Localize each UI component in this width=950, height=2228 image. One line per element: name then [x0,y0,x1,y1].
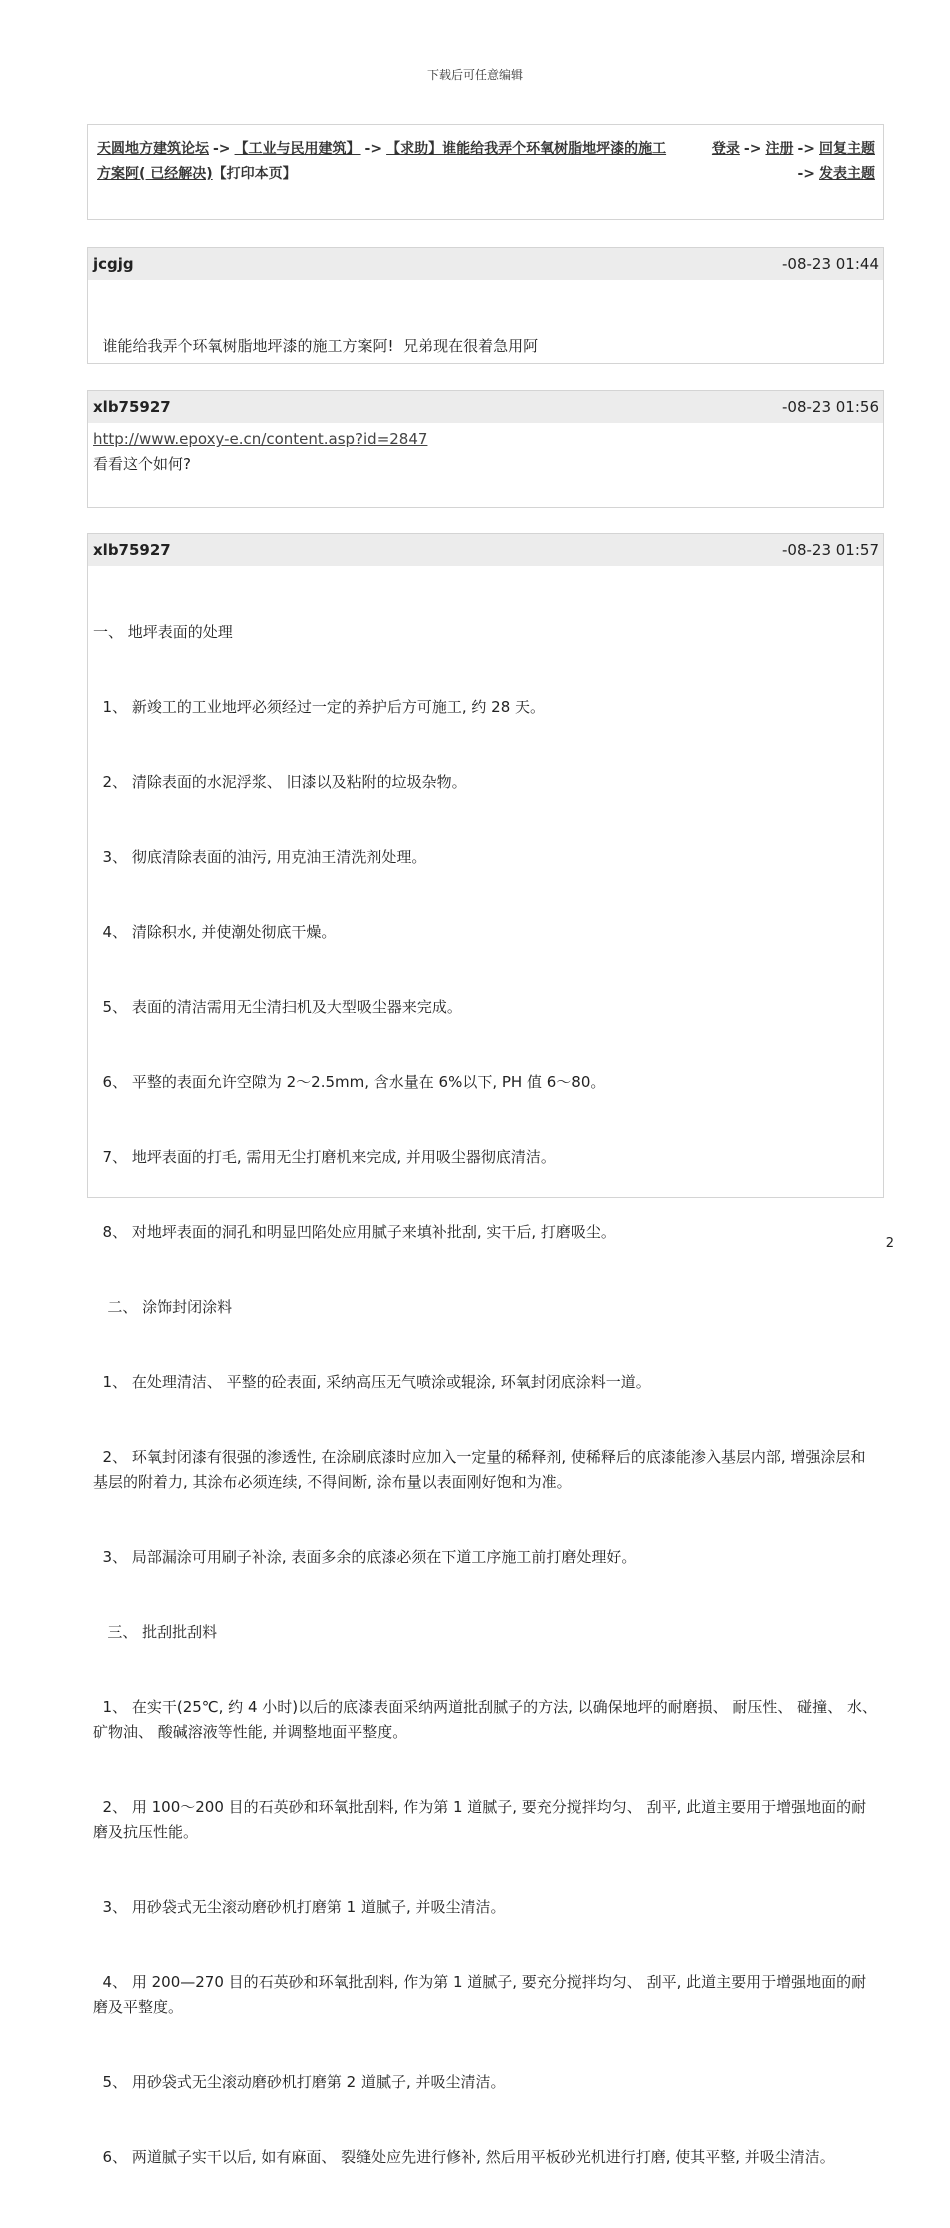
action-arrow: -> [797,166,815,182]
post-line: 看看这个如何? [93,455,191,473]
post-line: 1、 在实干(25℃, 约 4 小时)以后的底漆表面采纳两道批刮腻子的方法, 以确保地坪的耐磨损、 耐压性、 碰撞、 水、 矿物油、 酸碱溶液等性能, 并调整地面平整度。 [93,1698,882,1741]
login-link[interactable]: 登录 [711,141,740,157]
post-content [88,423,883,485]
post-line: 4、 清除积水, 并使潮处彻底干燥。 [93,923,337,941]
reply-topic-link[interactable]: 回复主题 [819,141,875,157]
section-heading: 三、 批刮批刮料 [93,1623,218,1641]
post-time: -08-23 01:57 [782,541,879,559]
post-line: 6、 两道腻子实干以后, 如有麻面、 裂缝处应先进行修补, 然后用平板砂光机进行打磨, 使其平整, 并吸尘清洁。 [93,2148,835,2166]
post-3 [87,533,884,2166]
post-content [88,566,883,2228]
action-arrow: -> [797,141,815,157]
post-author: xlb75927 [93,541,171,559]
breadcrumb-arrow: -> [364,141,383,157]
post-1 [87,247,884,364]
action-arrow: -> [743,141,762,157]
post-header [88,391,883,423]
post-line: 5、 表面的清洁需用无尘清扫机及大型吸尘器来完成。 [93,998,462,1016]
topic-header [87,124,884,220]
page-number: 2 [885,1236,894,1251]
breadcrumb-board-link[interactable]: 【工业与民用建筑】 [234,141,361,157]
section-heading: 一、 地坪表面的处理 [93,623,233,641]
breadcrumb-topic-link[interactable]: 【求助】谁能给我弄个环氧树脂地坪漆的施工方案阿( 已经解决) [97,141,667,182]
post-time: -08-23 01:56 [782,398,879,416]
post-header [88,248,883,280]
breadcrumb [97,137,667,187]
post-line: 2、 环氧封闭漆有很强的渗透性, 在涂刷底漆时应加入一定量的稀释剂, 使稀释后的底漆能渗入基层内部, 增强涂层和基层的附着力, 其涂布必须连续, 不得间断, 涂布量以表面刚好饱和为准。 [93,1448,866,1491]
breadcrumb-forum-link[interactable]: 天圆地方建筑论坛 [97,141,209,157]
post-line: 5、 用砂袋式无尘滚动磨砂机打磨第 2 道腻子, 并吸尘清洁。 [93,2073,506,2091]
post-line: 谁能给我弄个环氧树脂地坪漆的施工方案阿! 兄弟现在很着急用阿 [93,337,539,355]
post-line: 8、 对地坪表面的洞孔和明显凹陷处应用腻子来填补批刮, 实干后, 打磨吸尘。 [93,1223,616,1241]
post-line: 1、 新竣工的工业地坪必须经过一定的养护后方可施工, 约 28 天。 [93,698,546,716]
section-heading: 二、 涂饰封闭涂料 [93,1298,233,1316]
topic-actions [712,137,875,187]
post-line: 2、 用 100～200 目的石英砂和环氧批刮料, 作为第 1 道腻子, 要充分搅拌均匀、 刮平, 此道主要用于增强地面的耐磨及抗压性能。 [93,1798,867,1841]
post-line: 7、 地坪表面的打毛, 需用无尘打磨机来完成, 并用吸尘器彻底清洁。 [93,1148,556,1166]
post-2 [87,390,884,508]
post-line: 3、 彻底清除表面的油污, 用克油王清洗剂处理。 [93,848,427,866]
post-time: -08-23 01:44 [782,255,879,273]
print-page-link[interactable]: 【打印本页】 [212,166,297,182]
post-line: 3、 用砂袋式无尘滚动磨砂机打磨第 1 道腻子, 并吸尘清洁。 [93,1898,506,1916]
post-line: 3、 局部漏涂可用刷子补涂, 表面多余的底漆必须在下道工序施工前打磨处理好。 [93,1548,637,1566]
post-url-link[interactable]: http://www.epoxy-e.cn/content.asp?id=2847 [93,430,428,448]
register-link[interactable]: 注册 [765,141,794,157]
new-topic-link[interactable]: 发表主题 [819,166,875,182]
post-line: 2、 清除表面的水泥浮浆、 旧漆以及粘附的垃圾杂物。 [93,773,467,791]
page-header-note: 下载后可任意编辑 [426,68,523,82]
post-header [88,534,883,566]
post-author: jcgjg [93,255,134,273]
breadcrumb-arrow: -> [213,141,231,157]
post-line: 4、 用 200—270 目的石英砂和环氧批刮料, 作为第 1 道腻子, 要充分搅拌均匀、 刮平, 此道主要用于增强地面的耐磨及平整度。 [93,1973,867,2016]
post-line: 6、 平整的表面允许空隙为 2～2.5mm, 含水量在 6%以下, PH 值 6～80。 [93,1073,606,1091]
post-line: 1、 在处理清洁、 平整的砼表面, 采纳高压无气喷涂或辊涂, 环氧封闭底涂料一道。 [93,1373,651,1391]
post-author: xlb75927 [93,398,171,416]
